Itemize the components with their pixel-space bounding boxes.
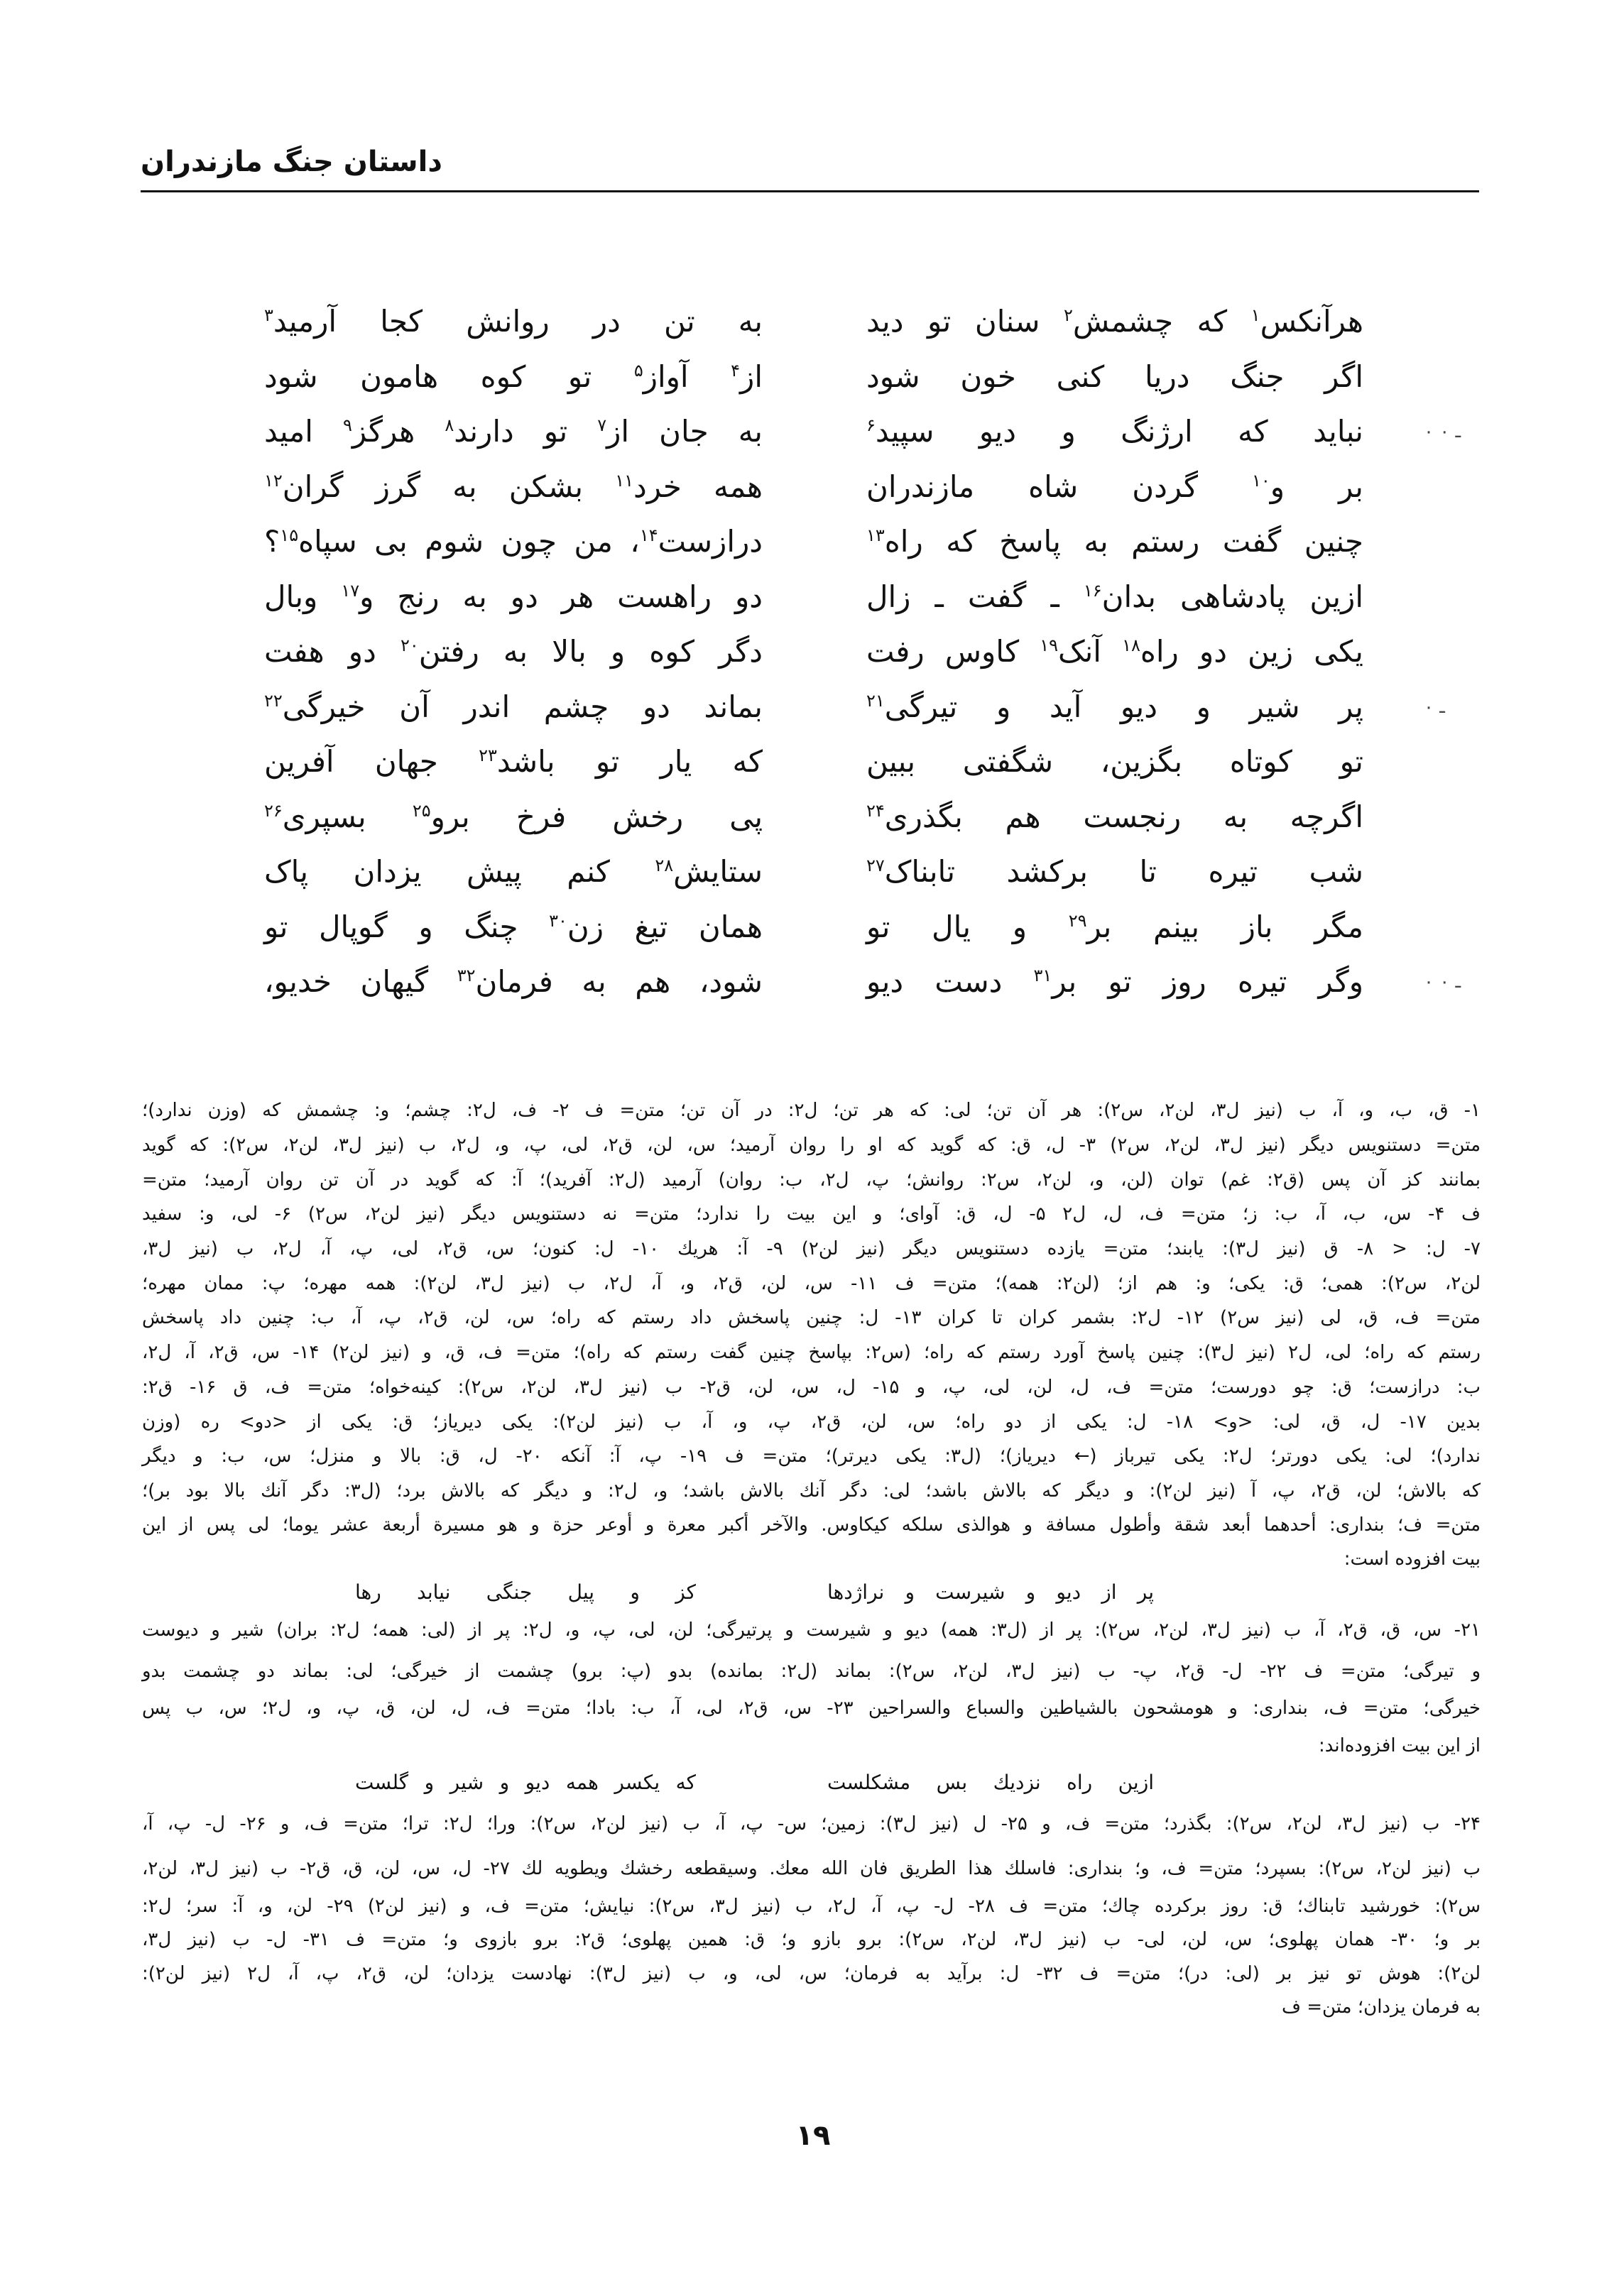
- footnote-ref: ۱۲: [264, 470, 283, 491]
- footnote-line: متن= دستنویس دیگر (نیز ل۳، لن۲، س۲) ۳- ل، ق: که گوید که او را روان آرمید؛ س، لن، ق۲، لی، پ، و، ل۲، ب (نیز ل۳، لن۲، س۲): که گوید: [142, 1135, 1481, 1156]
- footnote-line: س۲): خورشید تابناك؛ ق: روز برکرده چاك؛ متن= ف ۲۸- ل- پ، آ، ل۲، ب (نیز ل۳، س۲): نیایش؛ متن= ف، و (نیز لن۲) ۲۹- لن، و، آ: سر؛ ل۲:: [142, 1896, 1481, 1917]
- verse-row: [0, 847, 1624, 897]
- footnote-ref: ۱۳: [866, 525, 885, 545]
- footnote-line: که بالاش؛ لن، ق۲، پ، آ (نیز لن۲): و دیگر که بالاش باشد؛ لی: دگر آنك بالاش باشد؛ و، ل۲: و دیگر که بالاش برد؛ (ل۳: دگر آنك بالا بود بر)؛: [142, 1480, 1481, 1502]
- footnote-ref: ۷: [597, 415, 607, 435]
- footnote-ref: ۲۱: [866, 690, 885, 711]
- second-hemistich: شود، هم به فرمان$^{۳۲}$ گیهان خدیو،: [264, 964, 763, 999]
- first-hemistich: پر شیر و دیو آید و تیرگی$^{۲۱}$: [866, 689, 1363, 724]
- footnote-ref: ۲۵: [412, 800, 431, 821]
- footnote-line: لن۲): هوش تو نیز بر (لی: در)؛ متن= ف ۳۲- ل: برآید به فرمان؛ س، لی، و، ب (نیز ل۳): نهادست یزدان؛ لن، ق۲، پ، آ، ل۲ (نیز لن۲):: [142, 1963, 1481, 1984]
- footnote-ref: ۲۶: [264, 800, 283, 821]
- footnote-ref: ۱۶: [1083, 580, 1102, 601]
- footnote-line: بیت افزوده است:: [1344, 1548, 1481, 1570]
- footnote-line: ندارد)؛ لی: یکی دورتر؛ ل۲: یکی تیرباز (← دیریاز)؛ (ل۳: یکی دیرتر)؛ متن= ف ۱۹- پ، آ: آنکه ۲۰- ل، ق: بالا و منزل؛ س، ب: و دیگر: [142, 1445, 1481, 1467]
- second-hemistich: ستایش$^{۲۸}$ کنم پیش یزدان پاک: [264, 854, 763, 889]
- footnote-line: رستم که راه؛ لی، ل۲ (نیز ل۳): چنین پاسخ آورد رستم که راه؛ (س۲: بپاسخ چنین گفت رستم که راه)؛ متن= ف، ق، و (نیز لن۲) ۱۴- س، ق۲، آ، ل۲،: [142, 1342, 1481, 1363]
- footnote-ref: ۹: [342, 415, 352, 435]
- verse-row: [0, 517, 1624, 567]
- footnote-ref: ۵: [633, 360, 643, 381]
- verse-row: [0, 572, 1624, 622]
- second-hemistich: که یار تو باشد$^{۲۳}$ جهان آفرین: [264, 744, 763, 779]
- verse-line-number: ـ ۰: [1424, 696, 1445, 718]
- footnote-line: لن۲، س۲): همی؛ ق: یکی؛ و: هم از؛ (لن۲: همه)؛ متن= ف ۱۱- س، لن، ق۲، و، آ، ل۲، ب (نیز ل۳، لن۲): همه مهره؛ پ: ممان مهره؛: [142, 1273, 1481, 1294]
- verse-row: [0, 957, 1624, 1007]
- footnote-ref: ۱۱: [615, 470, 634, 491]
- second-hemistich: به تن در روانش کجا آرمید$^۳$: [264, 304, 763, 339]
- header-rule: [141, 190, 1479, 192]
- footnote-ref: ۲۸: [655, 855, 674, 875]
- first-hemistich: ازین پادشاهی بدان$^{۱۶}$ ـ گفت ـ زال: [866, 579, 1363, 614]
- verse-row: [0, 352, 1624, 402]
- footnote-ref: ۲۳: [479, 745, 497, 765]
- footnote-line: بر و؛ ۳۰- همان پهلوی؛ س، لن، لی- ب (نیز ل۳، لن۲، س۲): برو بازو و؛ ق: همین پهلوی؛ ق۲: برو بازوی و؛ متن= ف ۳۱- ل- ب (نیز ل۳،: [142, 1929, 1481, 1950]
- footnote-ref: ۳۱: [1033, 966, 1052, 985]
- first-hemistich: تو کوتاه بگزین، شگفتی ببین: [866, 744, 1363, 779]
- second-hemistich: درازست$^{۱۴}$، من چون شوم بی سپاه$^{۱۵}$؟: [264, 524, 763, 559]
- footnote-verse-1-first-hemistich: پر از دیو و شیرست و نراژدها: [827, 1580, 1154, 1604]
- footnote-ref: ۸: [445, 415, 454, 435]
- verse-row: [0, 627, 1624, 677]
- second-hemistich: پی رخش فرخ برو$^{۲۵}$ بسپری$^{۲۶}$: [264, 799, 763, 834]
- verse-row: [0, 792, 1624, 842]
- first-hemistich: شب تیره تا برکشد تابناک$^{۲۷}$: [866, 854, 1363, 889]
- footnote-line: ب: درازست؛ ق: چو دورست؛ متن= ف، ل، لن، لی، پ، و ۱۵- ل، س، لن، ق۲- ب (نیز ل۳، لن۲، س۲): کینه‌خواه؛ متن= ف، ق ۱۶- ق۲:: [142, 1377, 1481, 1398]
- footnote-ref: ۱۰: [1252, 470, 1270, 491]
- footnote-ref: ۳۲: [457, 966, 476, 985]
- footnote-verse-2-second-hemistich: که یکسر همه دیو و شیر و گلست: [355, 1771, 696, 1794]
- first-hemistich: چنین گفت رستم به پاسخ که راه$^{۱۳}$: [866, 524, 1363, 559]
- footnote-line: بدین ۱۷- ل، ق، لی: <و> ۱۸- ل: یکی از دو راه؛ س، لن، ق۲، پ، و، آ، ب (نیز لن۲): یکی دیریاز؛ ق: یکی از <دو> ره (وزن: [142, 1411, 1481, 1433]
- footnote-ref: ۱۹: [1040, 635, 1058, 655]
- footnote-ref: ۱۷: [341, 580, 360, 601]
- footnote-line: به فرمان یزدان؛ متن= ف: [1282, 1996, 1481, 2018]
- footnote-ref: ۲۲: [264, 690, 283, 711]
- first-hemistich: مگر باز بینم بر$^{۲۹}$ و یال تو: [866, 909, 1363, 944]
- footnote-verse-1-second-hemistich: کز و پیل جنگی نیابد رها: [355, 1580, 696, 1604]
- first-hemistich: اگرچه به رنجست هم بگذری$^{۲۴}$: [866, 799, 1363, 834]
- verse-row: [0, 737, 1624, 787]
- footnote-ref: ۲۰: [400, 635, 419, 655]
- footnote-line: ۱- ق، ب، و، آ، ب (نیز ل۳، لن۲، س۲): هر آن تن؛ لی: که هر تن؛ ل۲: در آن تن؛ متن= ف ۲- ف، ل۲: چشم؛ و: چشمش که (وزن ندارد)؛: [142, 1100, 1481, 1121]
- second-hemistich: از$^۴$ آواز$^۵$ تو کوه هامون شود: [264, 359, 763, 394]
- footnote-line: بمانند کز آن پس (ق۲: غم) توان (لن، و، لن۲، س۲: روانش؛ پ، ل۲، ب: روان) آرمید (ل۲: آفرید)؛ آ: که گوید در آن تن روان آرمید؛ متن=: [142, 1169, 1481, 1191]
- second-hemistich: به جان از$^۷$ تو دارند$^۸$ هرگز$^۹$ امید: [264, 414, 763, 449]
- footnote-ref: ۱: [1250, 305, 1260, 325]
- footnote-ref: ۳: [264, 305, 273, 325]
- footnote-ref: ۲۷: [866, 855, 885, 875]
- second-hemistich: همه خرد$^{۱۱}$ بشکن به گرز گران$^{۱۲}$: [264, 469, 763, 504]
- running-header-title: داستان جنگ مازندران: [141, 146, 442, 178]
- footnote-line: ۷- ل: < ۸- ق (نیز ل۳): یابند؛ متن= یازده دستنویس دیگر (نیز لن۲) ۹- آ: هریك ۱۰- ل: کنون؛ س، ق۲، لی، پ، آ، ل۲، ب (نیز ل۳،: [142, 1238, 1481, 1259]
- footnote-line: ۲۴- ب (نیز ل۳، لن۲، س۲): بگذرد؛ متن= ف، و ۲۵- ل (نیز ل۳): زمین؛ س- پ، آ، ب (نیز لن۲، س۲): ورا؛ ل۲: ترا؛ متن= ف، و ۲۶- ل- پ، آ،: [142, 1813, 1481, 1835]
- verse-row: [0, 407, 1624, 457]
- first-hemistich: نباید که ارژنگ و دیو سپید$^۶$: [866, 414, 1363, 449]
- first-hemistich: اگر جنگ دریا کنی خون شود: [866, 359, 1363, 394]
- first-hemistich: هرآنکس$^۱$ که چشمش$^۲$ سنان تو دید: [866, 304, 1363, 339]
- footnote-line: متن= ف؛ بنداری: أحدهما أبعد شقة وأطول مسافة و هوالذی سلکه کیکاوس. والآخر أکبر معرة و أوعر حزة و هو مسیرة أربعة عشر یوما؛ لی پس از این: [142, 1514, 1481, 1536]
- second-hemistich: بماند دو چشم اندر آن خیرگی$^{۲۲}$: [264, 689, 763, 724]
- second-hemistich: دگر کوه و بالا به رفتن$^{۲۰}$ دو هفت: [264, 634, 763, 669]
- footnote-ref: ۲: [1063, 305, 1073, 325]
- footnote-ref: ۶: [866, 415, 876, 435]
- second-hemistich: همان تیغ زن$^{۳۰}$ چنگ و گوپال تو: [264, 909, 763, 944]
- verse-line-number: ـ ۰ ۰: [1424, 421, 1461, 442]
- footnote-line: ۲۱- س، ق، ق۲، آ، ب (نیز ل۳، لن۲، س۲): پر از (ل۳: همه) دیو و شیرست و پرتیرگی؛ لن، لی، پ، و، ل۲: پر از (لی: همه؛ ل۲: بران) شیر و دیوست: [142, 1619, 1481, 1641]
- first-hemistich: بر و$^{۱۰}$ گردن شاه مازندران: [866, 469, 1363, 504]
- footnote-line: از این بیت افزوده‌اند:: [1318, 1735, 1481, 1756]
- footnote-line: ف ۴- س، ب، آ، ب: ز؛ متن= ف، ل، ل۲ ۵- ل، ق: آوای؛ و این بیت را ندارد؛ متن= نه دستنویس دیگر (نیز لن۲، س۲) ۶- لی، و: سفید: [142, 1203, 1481, 1225]
- first-hemistich: یکی زین دو راه$^{۱۸}$ آنک$^{۱۹}$ کاوس رفت: [866, 634, 1363, 669]
- footnote-line: متن= ف، ق، لی (نیز س۲) ۱۲- ل۲: بشمر کران تا کران ۱۳- ل: چنین پاسخش داد رستم که راه؛ س، لن، ق۲، پ، آ، ب: چنین داد پاسخش: [142, 1307, 1481, 1328]
- footnote-line: خیرگی؛ متن= ف، بنداری: و هومشحون بالشیاطین والسباع والسراحین ۲۳- س، ق۲، لی، آ، ب: بادا؛ متن= ف، ل، لن، ق، پ، و، ل۲؛ س، ب پس: [142, 1698, 1481, 1719]
- verse-row: [0, 682, 1624, 732]
- verse-row: [0, 462, 1624, 512]
- footnote-ref: ۳۰: [549, 910, 567, 931]
- second-hemistich: دو راهست هر دو به رنج و$^{۱۷}$ وبال: [264, 579, 763, 614]
- page-number: ۱۹: [795, 2119, 831, 2152]
- footnote-ref: ۴: [731, 360, 741, 381]
- footnote-ref: ۲۹: [1068, 910, 1087, 931]
- footnote-ref: ۱۸: [1122, 635, 1140, 655]
- footnote-verse-2-first-hemistich: ازین راه نزدیك بس مشکلست: [827, 1771, 1154, 1794]
- first-hemistich: وگر تیره روز تو بر$^{۳۱}$ دست دیو: [866, 964, 1363, 999]
- verse-line-number: ـ ۰ ۰: [1424, 971, 1461, 993]
- verse-row: [0, 297, 1624, 346]
- verse-row: [0, 902, 1624, 952]
- footnote-line: ب (نیز لن۲، س۲): بسپرد؛ متن= ف، و؛ بنداری: فاسلك هذا الطریق فان الله معك. وسیقطعه رخشك ویطویه لك ۲۷- ل، س، لن، ق، ق۲- ب (نیز ل۳، لن۲،: [142, 1858, 1481, 1879]
- footnote-ref: ۲۴: [866, 800, 885, 821]
- footnote-line: و تیرگی؛ متن= ف ۲۲- ل- ق۲، پ- ب (نیز ل۳، لن۲، س۲): بماند (ل۲: بمانده) بدو (پ: برو) چشمت از خیرگی؛ لی: بماند دو چشمت بدو: [142, 1661, 1481, 1682]
- footnote-ref: ۱۵: [280, 525, 299, 545]
- footnote-ref: ۱۴: [639, 525, 658, 545]
